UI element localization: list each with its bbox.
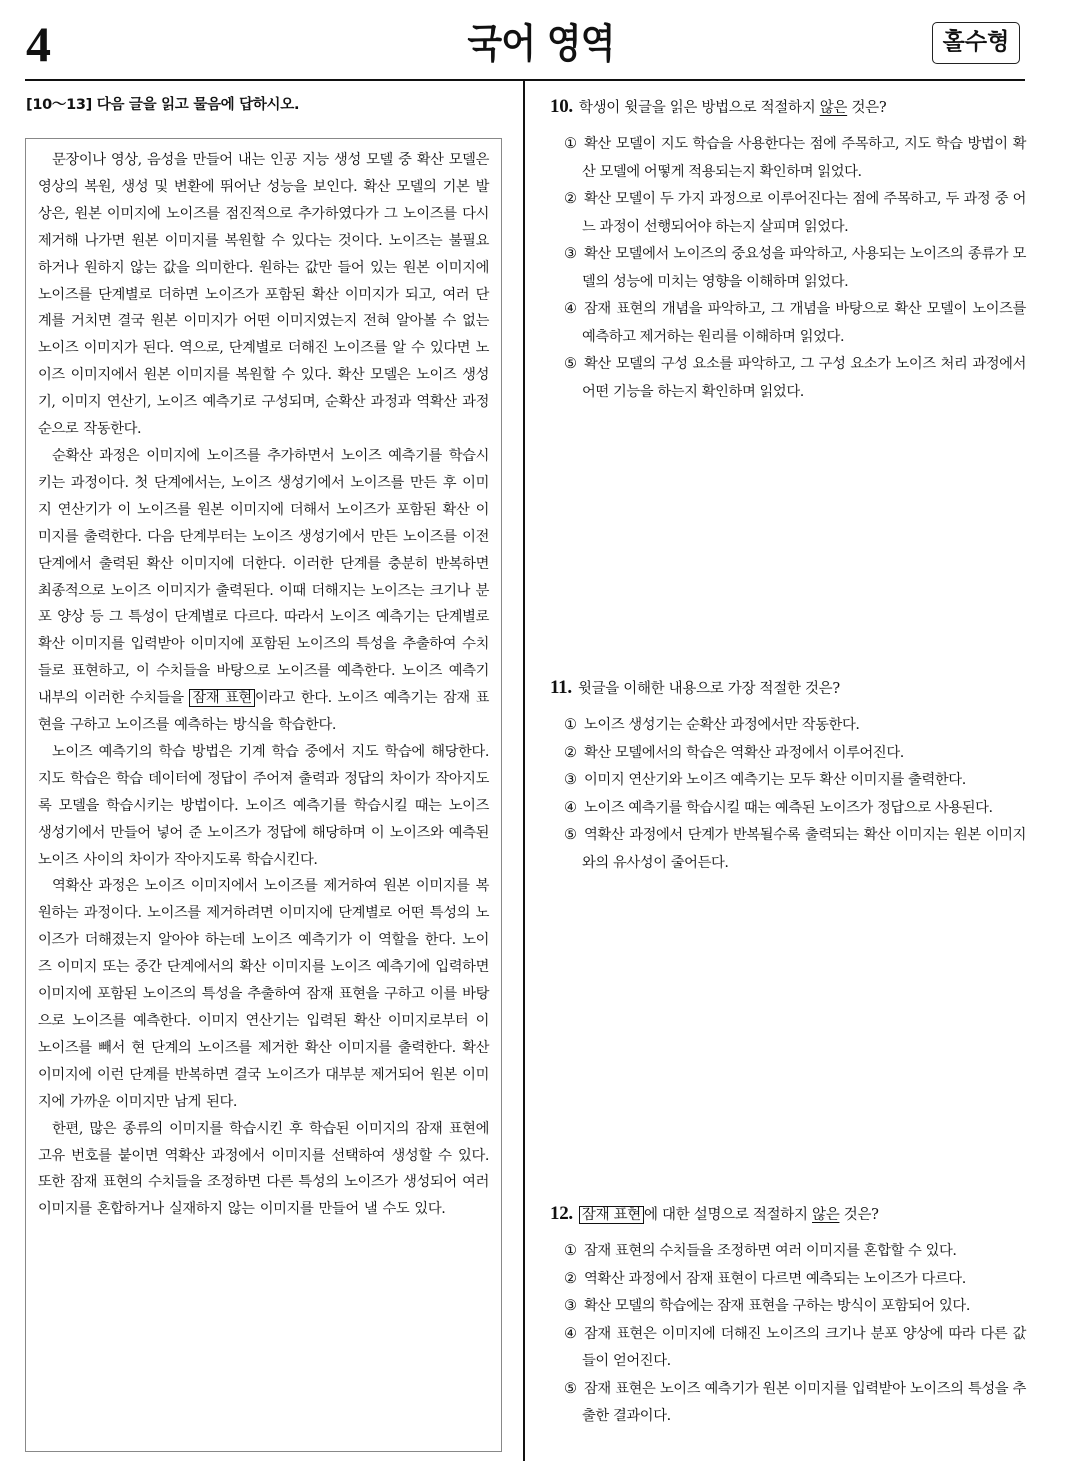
question-number: 10. xyxy=(550,96,573,117)
choice-3[interactable]: ③ 이미지 연산기와 노이즈 예측기는 모두 확산 이미지를 출력한다. xyxy=(564,772,966,788)
choice-4[interactable]: ④ 노이즈 예측기를 학습시킬 때는 예측된 노이즈가 정답으로 사용된다. xyxy=(564,799,993,816)
choice-1[interactable]: ① 노이즈 생성기는 순확산 과정에서만 작동한다. xyxy=(564,717,860,733)
choice-list xyxy=(550,712,1026,877)
question-stem: 11. 윗글을 이해한 내용으로 가장 적절한 것은? xyxy=(550,677,840,698)
question-11 xyxy=(550,675,1026,877)
question-number: 12. xyxy=(550,1203,573,1224)
choice-list xyxy=(550,1238,1026,1431)
passage-paragraph-2: 순확산 과정은 이미지에 노이즈를 추가하면서 노이즈 예측기를 학습시키는 과정이다. 첫 단계에서는, 노이즈 생성기에서 노이즈를 만든 후 이미지 연산기가 이 노이즈를 원본 이미지에 더해서 노이즈가 포함된 확산 이미지를 출력한다. 다음 단계부터는 노이즈 생성기에서 만든 노이즈를 이전 단계에서 출력된 확산 이미지에 더한다. 이러한 단계를 충분히 반복하면 최종적으로 노이즈 이미지가 출력된다. 이때 더해지는 노이즈는 크기나 분포 양상 등 그 특성이 단계별로 다르다. 따라서 노이즈 예측기는 단계별로 확산 이미지를 입력받아 이미지에 포함된 노이즈의 특성을 추출하여 수치들로 표현하고, 이 수치들을 바탕으로 노이즈를 예측한다. 노이즈 예측기 내부의 이러한 수치들을 잠재 표현 이라고 한다. 노이즈 예측기는 잠재 표현을 구하고 노이즈를 예측하는 방식을 학습한다. xyxy=(38,447,489,734)
choice-1[interactable]: ① 확산 모델이 지도 학습을 사용한다는 점에 주목하고, 지도 학습 방법이 확산 모델에 어떻게 적용되는지 확인하며 읽었다. xyxy=(564,136,1026,180)
underlined-negation: 않은 xyxy=(812,1207,840,1223)
choice-2[interactable]: ② 역확산 과정에서 잠재 표현이 다르면 예측되는 노이즈가 다르다. xyxy=(564,1270,966,1287)
boxed-term-latent-representation: 잠재 표현 xyxy=(579,1206,644,1224)
choice-1[interactable]: ① 잠재 표현의 수치들을 조정하면 여러 이미지를 혼합할 수 있다. xyxy=(564,1243,957,1259)
choice-5[interactable]: ⑤ 잠재 표현은 노이즈 예측기가 원본 이미지를 입력받아 노이즈의 특성을 추출한 결과이다. xyxy=(564,1380,1026,1424)
header-rule xyxy=(25,79,1025,81)
choice-4[interactable]: ④ 잠재 표현은 이미지에 더해진 노이즈의 크기나 분포 양상에 따라 다른 값들이 얻어진다. xyxy=(564,1325,1026,1369)
page-number: 4 xyxy=(26,16,51,72)
reading-passage xyxy=(25,138,502,1452)
choice-5[interactable]: ⑤ 역확산 과정에서 단계가 반복될수록 출력되는 확산 이미지는 원본 이미지와의 유사성이 줄어든다. xyxy=(564,827,1026,871)
column-divider xyxy=(523,81,525,1461)
passage-paragraph-1: 문장이나 영상, 음성을 만들어 내는 인공 지능 생성 모델 중 확산 모델은 영상의 복원, 생성 및 변환에 뛰어난 성능을 보인다. 확산 모델의 기본 발상은, 원본 이미지에 노이즈를 점진적으로 추가하였다가 그 노이즈를 다시 제거해 나가면 원본 이미지를 복원할 수 있다는 것이다. 노이즈는 불필요하거나 원하지 않는 값을 의미한다. 원하는 값만 들어 있는 원본 이미지에 노이즈를 단계별로 더하면 노이즈가 포함된 확산 이미지가 되고, 여러 단계를 거치면 결국 원본 이미지가 어떤 이미지였는지 전혀 알아볼 수 없는 노이즈 이미지가 된다. 역으로, 단계별로 더해진 노이즈를 알 수 있다면 노이즈 이미지에서 원본 이미지를 복원할 수 있다. 확산 모델은 노이즈 생성기, 이미지 연산기, 노이즈 예측기로 구성되며, 순확산 과정과 역확산 과정 순으로 작동한다. xyxy=(38,152,489,438)
question-stem: 10. 학생이 윗글을 읽은 방법으로 적절하지 않은 것은? xyxy=(550,96,887,117)
boxed-term-latent-representation: 잠재 표현 xyxy=(189,689,254,707)
choice-2[interactable]: ② 확산 모델이 두 가지 과정으로 이루어진다는 점에 주목하고, 두 과정 중 어느 과정이 선행되어야 하는지 살피며 읽었다. xyxy=(564,191,1026,235)
passage-paragraph-3: 노이즈 예측기의 학습 방법은 기계 학습 중에서 지도 학습에 해당한다. 지도 학습은 학습 데이터에 정답이 주어져 출력과 정답의 차이가 작아지도록 모델을 학습시키는 방법이다. 노이즈 예측기를 학습시킬 때는 노이즈 생성기에서 만들어 넣어 준 노이즈가 정답에 해당하며 이 노이즈와 예측된 노이즈 사이의 차이가 작아지도록 학습시킨다. xyxy=(38,743,489,868)
choice-5[interactable]: ⑤ 확산 모델의 구성 요소를 파악하고, 그 구성 요소가 노이즈 처리 과정에서 어떤 기능을 하는지 확인하며 읽었다. xyxy=(564,356,1026,400)
choice-4[interactable]: ④ 잠재 표현의 개념을 파악하고, 그 개념을 바탕으로 확산 모델이 노이즈를 예측하고 제거하는 원리를 이해하며 읽었다. xyxy=(564,301,1026,345)
passage-paragraph-4: 역확산 과정은 노이즈 이미지에서 노이즈를 제거하여 원본 이미지를 복원하는 과정이다. 노이즈를 제거하려면 이미지에 단계별로 어떤 특성의 노이즈가 더해졌는지 알아야 하는데 노이즈 예측기가 이 역할을 한다. 노이즈 이미지 또는 중간 단계에서의 확산 이미지를 노이즈 예측기에 입력하면 이미지에 포함된 노이즈의 특성을 추출하여 잠재 표현을 구하고 이를 바탕으로 노이즈를 예측한다. 이미지 연산기는 입력된 확산 이미지로부터 이 노이즈를 빼서 현 단계의 노이즈를 제거한 확산 이미지를 출력한다. 확산 이미지에 이런 단계를 반복하면 결국 노이즈가 대부분 제거되어 원본 이미지에 가까운 이미지만 남게 된다. xyxy=(38,878,489,1110)
choice-3[interactable]: ③ 확산 모델에서 노이즈의 중요성을 파악하고, 사용되는 노이즈의 종류가 모델의 성능에 미치는 영향을 이해하며 읽었다. xyxy=(564,246,1026,290)
choice-2[interactable]: ② 확산 모델에서의 학습은 역확산 과정에서 이루어진다. xyxy=(564,744,904,761)
question-12 xyxy=(550,1201,1026,1431)
question-number: 11. xyxy=(550,677,572,698)
choice-list xyxy=(550,131,1026,406)
question-10 xyxy=(550,94,1026,406)
choice-3[interactable]: ③ 확산 모델의 학습에는 잠재 표현을 구하는 방식이 포함되어 있다. xyxy=(564,1298,970,1314)
passage-paragraph-5: 한편, 많은 종류의 이미지를 학습시킨 후 학습된 이미지의 잠재 표현에 고유 번호를 붙이면 역확산 과정에서 이미지를 선택하여 생성할 수 있다. 또한 잠재 표현의 수치들을 조정하면 다른 특성의 노이즈가 생성되어 여러 이미지를 혼합하거나 실재하지 않는 이미지를 만들어 낼 수도 있다. xyxy=(38,1120,489,1218)
exam-type-badge: 홀수형 xyxy=(932,22,1020,64)
page-title: 국어 영역 xyxy=(467,21,615,67)
question-stem: 12. 잠재 표현 에 대한 설명으로 적절하지 않은 것은? xyxy=(550,1203,879,1224)
underlined-negation: 않은 xyxy=(819,100,848,116)
section-instruction: [10～13] 다음 글을 읽고 물음에 답하시오. xyxy=(26,97,300,113)
